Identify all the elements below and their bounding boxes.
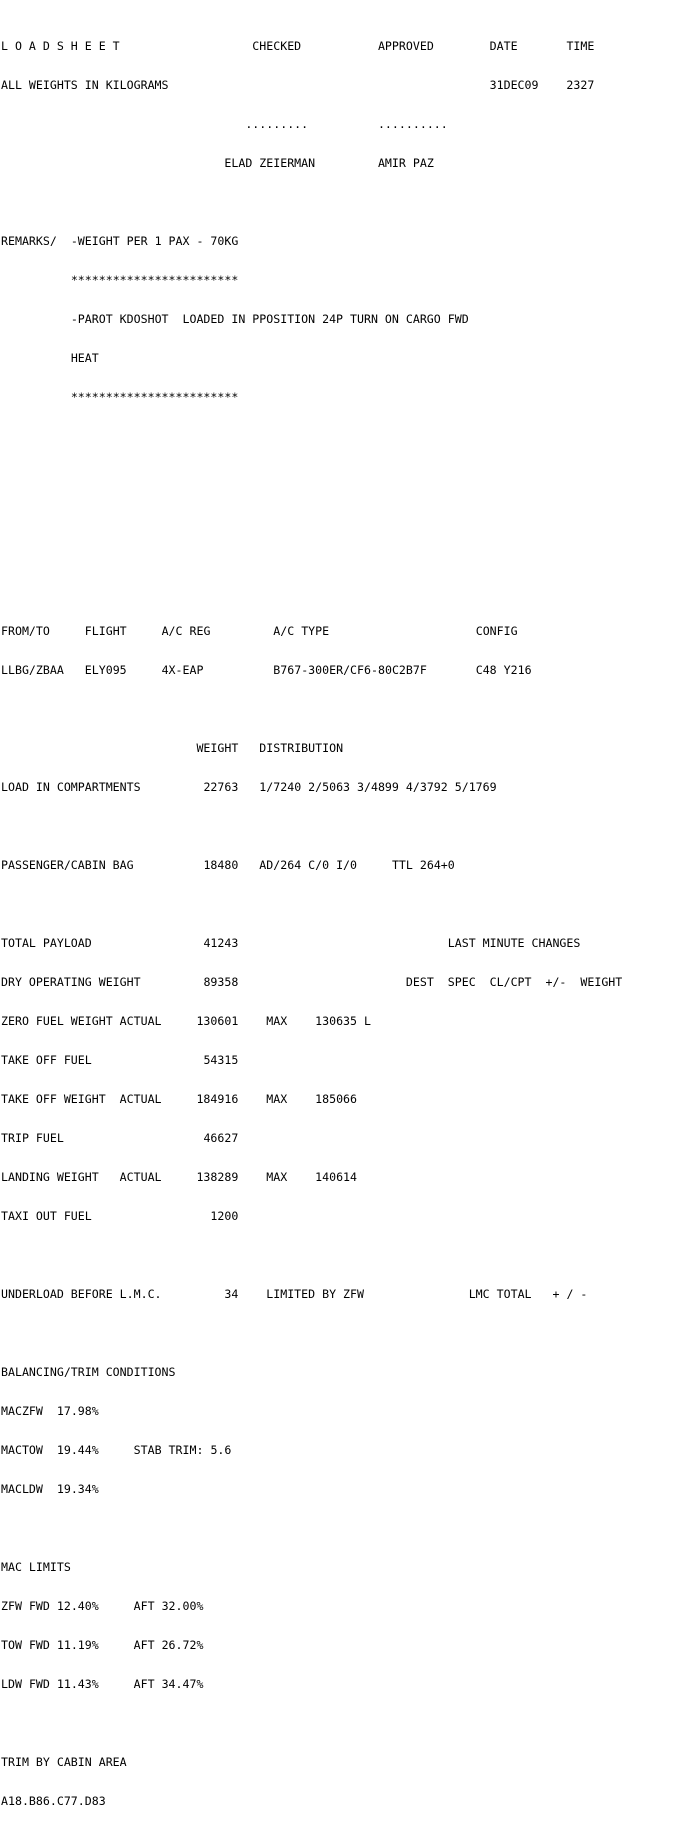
dow-label: DRY OPERATING WEIGHT [1,975,141,989]
blank-line [1,196,673,209]
remarks-line-1 [1,235,673,248]
approved-label: APPROVED [377,39,434,53]
tow-line [1,1093,673,1106]
approved-signature-line: .......... [377,117,448,131]
mac-tow-aft: AFT 26.72% [133,1638,204,1652]
mactow-line [1,1444,673,1457]
remark-separator: ************************ [70,390,239,404]
macldw-label: MACLDW [1,1482,43,1496]
ldw-max-label: MAX [266,1170,288,1184]
lmc-total-label: LMC TOTAL [468,1287,532,1301]
tof-line [1,1054,673,1067]
distribution-column-label: DISTRIBUTION [259,741,344,755]
ldw-max-value: 140614 [315,1170,358,1184]
blank-line [1,898,673,911]
from-to-label: FROM/TO [1,624,50,638]
trim-area-title-line [1,1756,673,1769]
checked-label: CHECKED [252,39,302,53]
trim-area-value-line [1,1795,673,1808]
lmc-columns: DEST SPEC CL/CPT +/- WEIGHT [405,975,623,989]
underload-value: 34 [224,1287,239,1301]
flight-values-line [1,664,673,677]
mac-zfw-fwd: FWD 12.40% [28,1599,99,1613]
passenger-line [1,859,673,872]
mac-ldw-line [1,1678,673,1691]
trip-fuel-value: 46627 [203,1131,239,1145]
zfw-value: 130601 [196,1014,239,1028]
remark-pax-weight: -WEIGHT PER 1 PAX - 70KG [70,234,239,248]
macldw-value: 19.34% [56,1482,99,1496]
flight-number: ELY095 [84,663,127,677]
time-label: TIME [566,39,595,53]
tof-label: TAKE OFF FUEL [1,1053,92,1067]
remarks-stars-1 [1,274,673,287]
stab-trim-label: STAB TRIM: [133,1443,204,1457]
blank-line [1,1522,673,1535]
remarks-stars-2 [1,391,673,404]
ac-type-label: A/C TYPE [273,624,330,638]
loadsheet-title: L O A D S H E E T [1,39,120,53]
remark-separator: ************************ [70,273,239,287]
zfw-max-label: MAX [266,1014,288,1028]
underload-line [1,1288,673,1301]
remarks-label: REMARKS/ [1,234,57,248]
mactow-label: MACTOW [1,1443,43,1457]
remarks-line-2 [1,313,673,326]
trim-area-title: TRIM BY CABIN AREA [1,1755,127,1769]
balance-title: BALANCING/TRIM CONDITIONS [1,1365,176,1379]
mac-zfw-aft: AFT 32.00% [133,1599,204,1613]
underload-label: UNDERLOAD BEFORE L.M.C. [1,1287,162,1301]
lmc-total-signs: + / - [552,1287,588,1301]
config-label: CONFIG [475,624,518,638]
mac-tow-fwd: FWD 11.19% [28,1638,99,1652]
mac-ldw-fwd: FWD 11.43% [28,1677,99,1691]
dow-line [1,976,673,989]
trip-fuel-line [1,1132,673,1145]
checked-signature-line: ......... [245,117,309,131]
approved-by-name: AMIR PAZ [377,156,434,170]
blank-line [1,1249,673,1262]
load-header-line [1,742,673,755]
mac-zfw-line [1,1600,673,1613]
ldw-line [1,1171,673,1184]
header-labels-line [1,40,673,53]
trip-fuel-label: TRIP FUEL [1,1131,64,1145]
balance-title-line [1,1366,673,1379]
blank-line [1,547,673,560]
mac-ldw-aft: AFT 34.47% [133,1677,204,1691]
signature-dots-line [1,118,673,131]
zfw-max-value: 130635 L [315,1014,371,1028]
loadsheet-document [1,1,673,1821]
stab-trim-value: 5.6 [210,1443,232,1457]
passenger-total: TTL 264+0 [391,858,455,872]
maczfw-value: 17.98% [56,1404,99,1418]
macldw-line [1,1483,673,1496]
remark-cargo-note: -PAROT KDOSHOT LOADED IN PPOSITION 24P TURN ON CARGO FWD [70,312,469,326]
from-to-value: LLBG/ZBAA [1,663,64,677]
dow-value: 89358 [203,975,239,989]
maczfw-label: MACZFW [1,1404,43,1418]
mac-tow-line [1,1639,673,1652]
compartments-weight: 22763 [203,780,239,794]
blank-line [1,586,673,599]
tow-max-label: MAX [266,1092,288,1106]
ac-registration: 4X-EAP [161,663,204,677]
blank-line [1,703,673,716]
mac-limits-title-line [1,1561,673,1574]
taxi-fuel-line [1,1210,673,1223]
tow-label: TAKE OFF WEIGHT ACTUAL [1,1092,162,1106]
maczfw-line [1,1405,673,1418]
flight-label: FLIGHT [84,624,127,638]
mac-zfw-label: ZFW [1,1599,22,1613]
zfw-label: ZERO FUEL WEIGHT ACTUAL [1,1014,162,1028]
blank-line [1,1717,673,1730]
mac-ldw-label: LDW [1,1677,22,1691]
lmc-title: LAST MINUTE CHANGES [447,936,581,950]
units-note: ALL WEIGHTS IN KILOGRAMS [1,78,169,92]
date-label: DATE [489,39,518,53]
weight-column-label: WEIGHT [196,741,239,755]
tow-value: 184916 [196,1092,239,1106]
blank-line [1,430,673,443]
compartments-label: LOAD IN COMPARTMENTS [1,780,141,794]
flight-labels-line [1,625,673,638]
remark-cargo-note-cont: HEAT [70,351,99,365]
trim-area-value: A18.B86.C77.D83 [1,1794,106,1808]
taxi-fuel-label: TAXI OUT FUEL [1,1209,92,1223]
total-payload-value: 41243 [203,936,239,950]
total-payload-label: TOTAL PAYLOAD [1,936,92,950]
blank-line [1,1327,673,1340]
tow-max-value: 185066 [315,1092,358,1106]
taxi-fuel-value: 1200 [210,1209,239,1223]
compartments-distribution: 1/7240 2/5063 3/4899 4/3792 5/1769 [259,780,497,794]
passenger-weight: 18480 [203,858,239,872]
date-value: 31DEC09 [489,78,539,92]
remarks-line-3 [1,352,673,365]
tof-value: 54315 [203,1053,239,1067]
mactow-value: 19.44% [56,1443,99,1457]
checked-by-name: ELAD ZEIERMAN [224,156,316,170]
ldw-label: LANDING WEIGHT ACTUAL [1,1170,162,1184]
mac-limits-title: MAC LIMITS [1,1560,71,1574]
mac-tow-label: TOW [1,1638,22,1652]
passenger-label: PASSENGER/CABIN BAG [1,858,134,872]
ac-reg-label: A/C REG [161,624,211,638]
ldw-value: 138289 [196,1170,239,1184]
blank-line [1,508,673,521]
signature-names-line [1,157,673,170]
ac-type-value: B767-300ER/CF6-80C2B7F [273,663,427,677]
time-value: 2327 [566,78,595,92]
config-value: C48 Y216 [475,663,532,677]
header-values-line [1,79,673,92]
total-payload-line [1,937,673,950]
blank-line [1,469,673,482]
zfw-line [1,1015,673,1028]
compartments-line [1,781,673,794]
blank-line [1,820,673,833]
limited-by-note: LIMITED BY ZFW [266,1287,364,1301]
passenger-distribution: AD/264 C/0 I/0 [259,858,358,872]
